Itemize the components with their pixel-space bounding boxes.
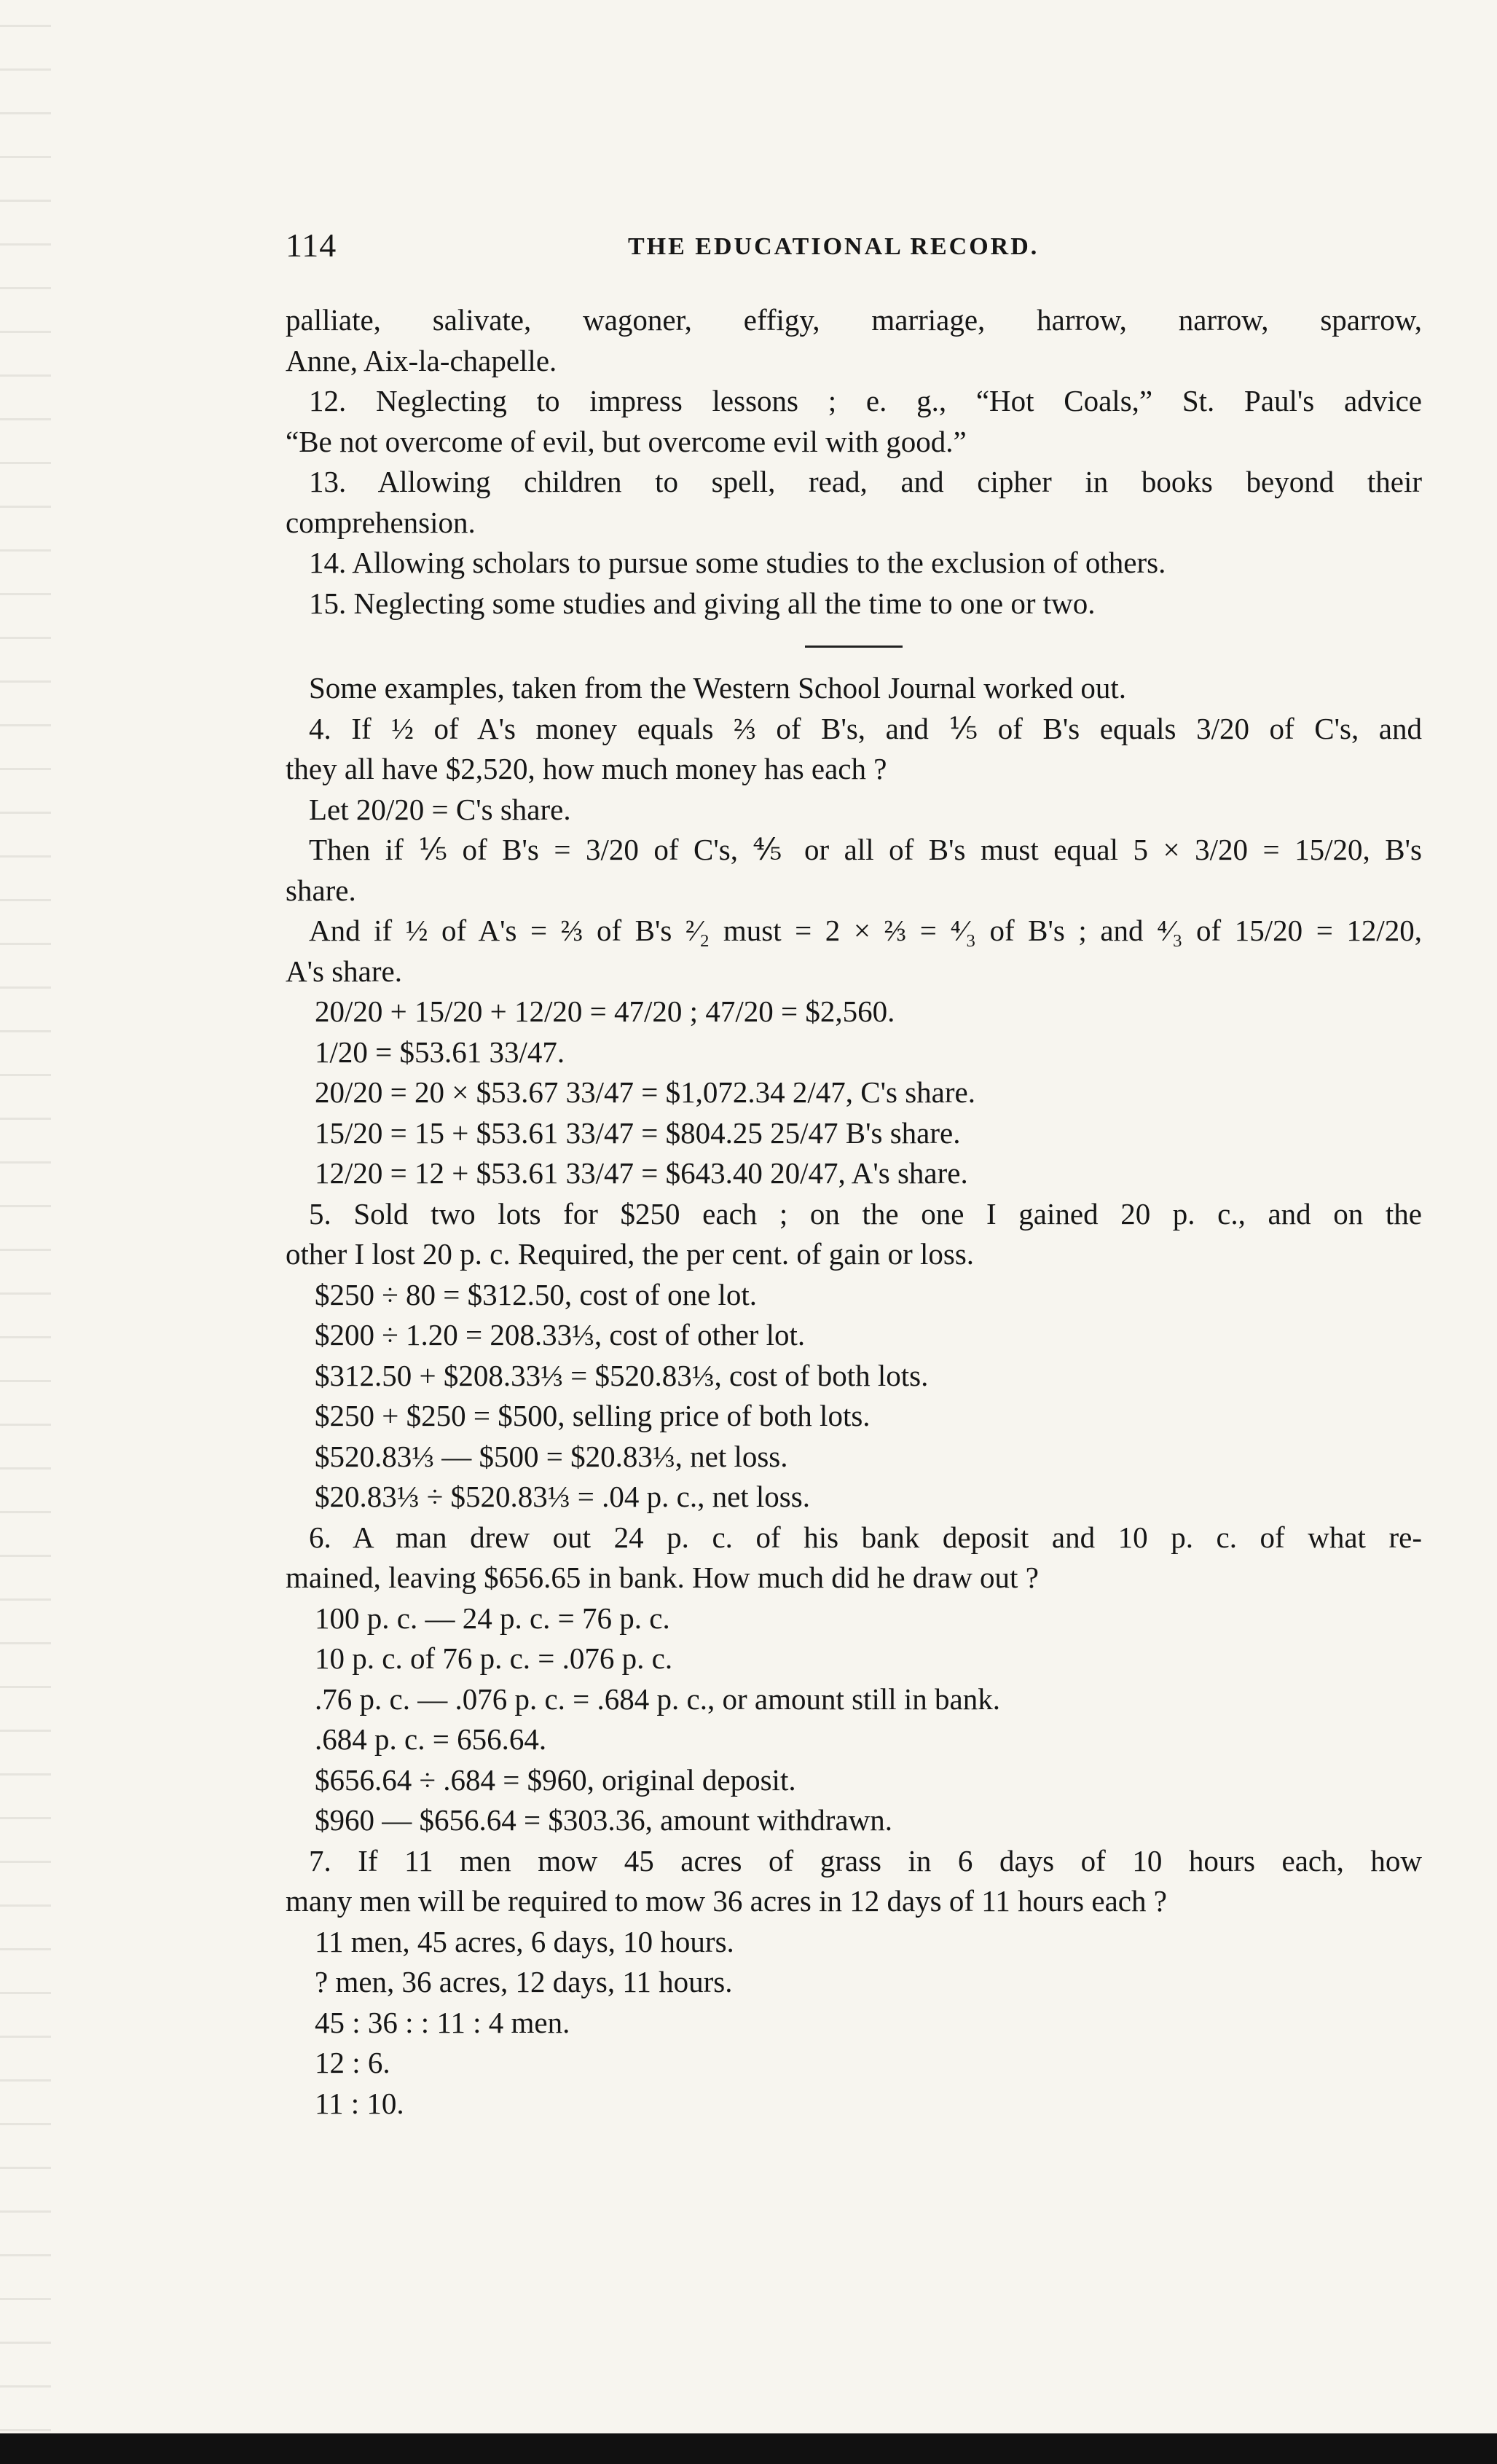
text-block-rules	[286, 300, 1422, 624]
equation-line: 15/20 = 15 + $53.61 33/47 = $804.25 25/47 B's share.	[315, 1115, 961, 1150]
text-line: 14. Allowing scholars to pursue some studies to the exclusion of others.	[309, 546, 1166, 579]
equation-line: .684 p. c. = 656.64.	[315, 1722, 547, 1756]
section-divider	[805, 646, 903, 648]
equation-line: $520.83⅓ — $500 = $20.83⅓, net loss.	[315, 1439, 788, 1473]
text-line: 13. Allowing children to spell, read, and cipher in books beyond their	[309, 465, 1422, 498]
page-number: 114	[286, 227, 337, 264]
text-line: Then if ⅕ of B's = 3/20 of C's, ⅘ or all of B's must equal 5 × 3/20 = 15/20, B's	[309, 833, 1422, 866]
text-line: 6. A man drew out 24 p. c. of his bank deposit and 10 p. c. of what re-	[309, 1520, 1422, 1554]
equation-line: .76 p. c. — .076 p. c. = .684 p. c., or amount still in bank.	[315, 1682, 1000, 1716]
text-line: mained, leaving $656.65 in bank. How much did he draw out ?	[286, 1561, 1039, 1594]
text-line: Some examples, taken from the Western School Journal worked out.	[309, 671, 1127, 705]
equation-line: 45 : 36 : : 11 : 4 men.	[315, 2005, 570, 2039]
scan-edge-shadow	[0, 0, 51, 2464]
equation-line: $960 — $656.64 = $303.36, amount withdrawn.	[315, 1803, 892, 1837]
text-line: they all have $2,520, how much money has each ?	[286, 752, 887, 785]
page-header	[286, 226, 1422, 284]
text-line: palliate, salivate, wagoner, effigy, marriage, harrow, narrow, sparrow,	[286, 303, 1422, 337]
text-line: Let 20/20 = C's share.	[309, 792, 571, 826]
text-block-examples	[286, 668, 1422, 2124]
equation-line: 11 men, 45 acres, 6 days, 10 hours.	[315, 1924, 734, 1958]
running-title: THE EDUCATIONAL RECORD.	[628, 233, 1040, 260]
text-line: 5. Sold two lots for $250 each ; on the one I gained 20 p. c., and on the	[309, 1196, 1422, 1231]
equation-line: $250 ÷ 80 = $312.50, cost of one lot.	[315, 1277, 758, 1311]
equation-line: $200 ÷ 1.20 = 208.33⅓, cost of other lot.	[315, 1318, 806, 1351]
equation-line: 1/20 = $53.61 33/47.	[315, 1035, 565, 1069]
equation-line: 12 : 6.	[315, 2046, 390, 2079]
equation-line: 100 p. c. — 24 p. c. = 76 p. c.	[315, 1601, 670, 1635]
equation-line: ? men, 36 acres, 12 days, 11 hours.	[315, 1965, 733, 1998]
text-line: Anne, Aix-la-chapelle.	[286, 343, 557, 377]
equation-line: $656.64 ÷ .684 = $960, original deposit.	[315, 1762, 796, 1797]
equation-line: 10 p. c. of 76 p. c. = .076 p. c.	[315, 1641, 673, 1675]
text-line: 4. If ½ of A's money equals ⅔ of B's, and ⅕ of B's equals 3/20 of C's, and	[309, 711, 1422, 745]
equation-line: 20/20 + 15/20 + 12/20 = 47/20 ; 47/20 = $2,560.	[315, 994, 895, 1028]
equation-line: $20.83⅓ ÷ $520.83⅓ = .04 p. c., net loss.	[315, 1480, 810, 1513]
text-line: comprehension.	[286, 505, 476, 539]
text-line: many men will be required to mow 36 acres in 12 days of 11 hours each ?	[286, 1884, 1167, 1918]
text-line: other I lost 20 p. c. Required, the per cent. of gain or loss.	[286, 1237, 975, 1271]
equation-line: 20/20 = 20 × $53.67 33/47 = $1,072.34 2/47, C's share.	[315, 1075, 975, 1109]
text-line: A's share.	[286, 954, 402, 988]
text-line: And if ½ of A's = ⅔ of B's ²⁄₂ must = 2 × ⅔ = ⁴⁄₃ of B's ; and ⁴⁄₃ of 15/20 = 12/20,	[309, 914, 1422, 947]
text-line: “Be not overcome of evil, but overcome evil with good.”	[286, 424, 967, 458]
document-page	[286, 226, 1422, 2124]
equation-line: $312.50 + $208.33⅓ = $520.83⅓, cost of both lots.	[315, 1358, 929, 1392]
text-line: share.	[286, 873, 356, 907]
text-line: 7. If 11 men mow 45 acres of grass in 6 days of 10 hours each, how	[309, 1843, 1422, 1878]
scan-bottom-band	[0, 2433, 1497, 2464]
text-line: 12. Neglecting to impress lessons ; e. g., “Hot Coals,” St. Paul's advice	[309, 384, 1422, 417]
text-line: 15. Neglecting some studies and giving all the time to one or two.	[309, 586, 1096, 620]
equation-line: $250 + $250 = $500, selling price of both lots.	[315, 1399, 871, 1432]
equation-line: 12/20 = 12 + $53.61 33/47 = $643.40 20/47, A's share.	[315, 1156, 968, 1190]
equation-line: 11 : 10.	[315, 2086, 404, 2120]
